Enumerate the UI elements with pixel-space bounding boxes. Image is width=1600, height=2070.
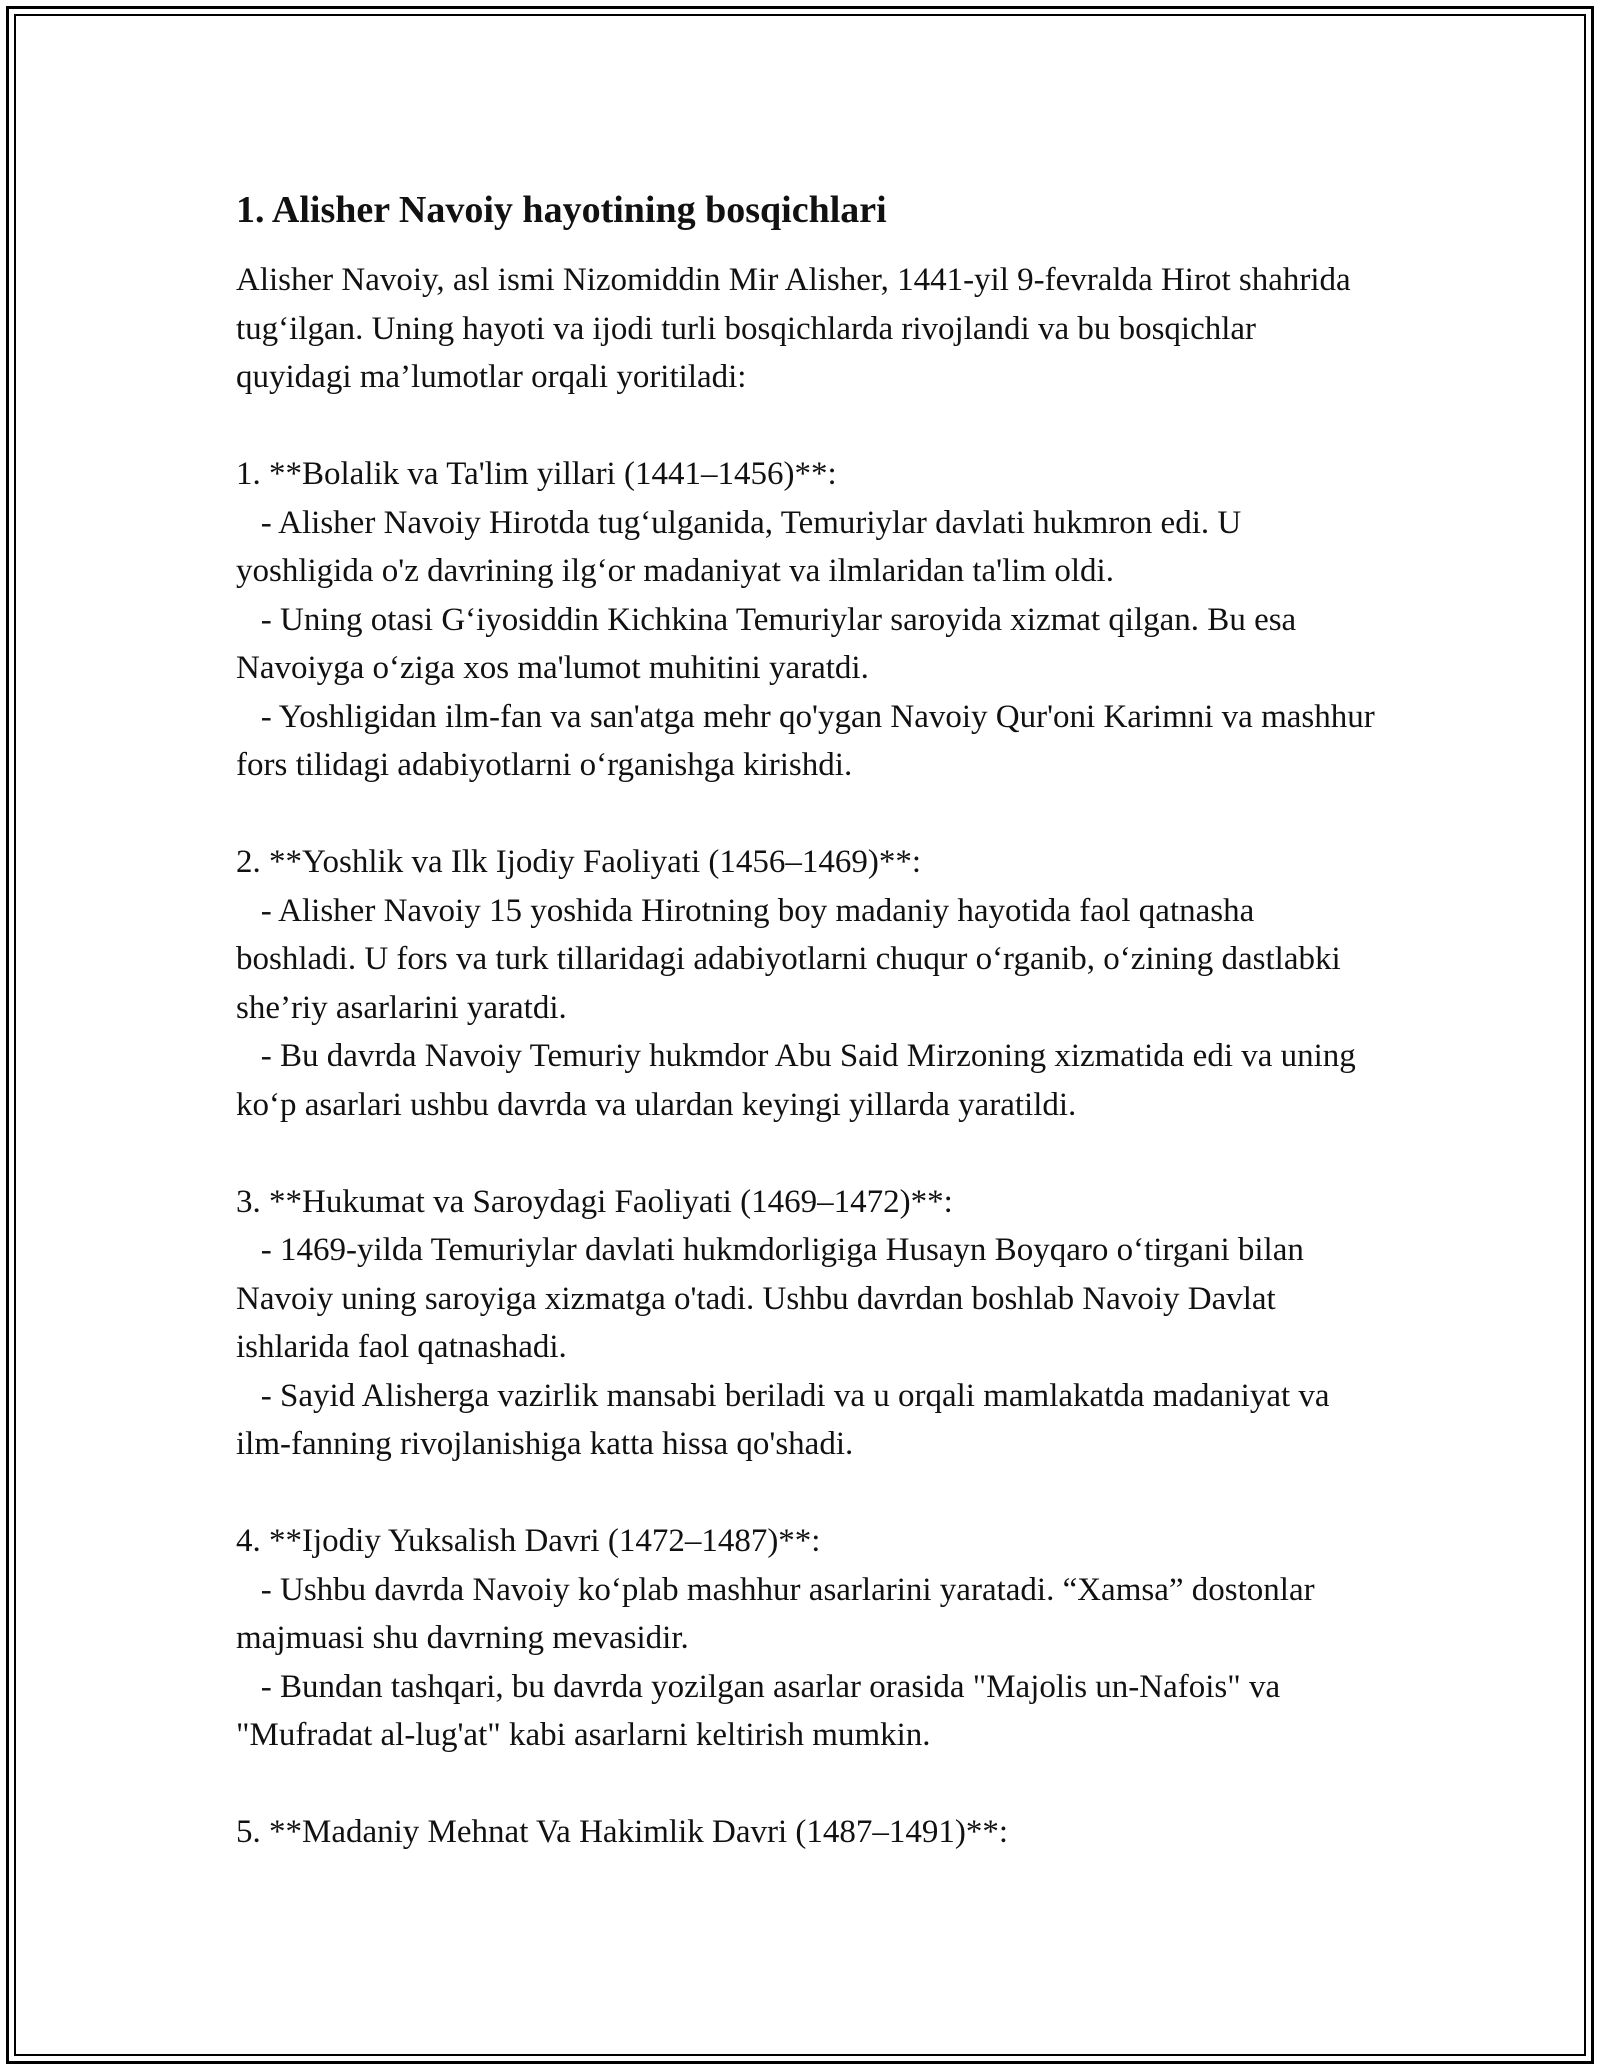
section-bullet: - Bu davrda Navoiy Temuriy hukmdor Abu Said Mirzoning xizmatida edi va uning ko‘p asarlari ushbu davrda va ulardan keyingi yillarda yaratildi. xyxy=(236,1038,1365,1123)
section-bullet: - Yoshligidan ilm-fan va san'atga mehr qo'ygan Navoiy Qur'oni Karimni va mashhur fors tilidagi adabiyotlarni o‘rganishga kirishdi. xyxy=(236,698,1383,783)
section-1 xyxy=(236,450,1383,790)
section-heading: 2. **Yoshlik va Ilk Ijodiy Faoliyati (1456–1469)**: xyxy=(236,844,922,880)
section-heading: 5. **Madaniy Mehnat Va Hakimlik Davri (1487–1491)**: xyxy=(236,1814,1009,1850)
section-bullet: - Bundan tashqari, bu davrda yozilgan asarlar orasida "Majolis un-Nafois" va "Mufradat al-lug'at" kabi asarlarni keltirish mumkin. xyxy=(236,1668,1289,1753)
section-5 xyxy=(236,1808,1376,1857)
section-4 xyxy=(236,1517,1376,1760)
section-bullet: - Sayid Alisherga vazirlik mansabi beriladi va u orqali mamlakatda madaniyat va ilm-fanning rivojlanishiga katta hissa qo'shadi. xyxy=(236,1377,1338,1462)
section-bullet: - Uning otasi G‘iyosiddin Kichkina Temuriylar saroyida xizmat qilgan. Bu esa Navoiyga o‘ziga xos ma'lumot muhitini yaratdi. xyxy=(236,601,1305,686)
section-3 xyxy=(236,1178,1376,1469)
section-bullet: - Ushbu davrda Navoiy ko‘plab mashhur asarlarini yaratadi. “Xamsa” dostonlar majmuasi shu davrning mevasidir. xyxy=(236,1571,1323,1656)
section-bullet: - Alisher Navoiy Hirotda tug‘ulganida, Temuriylar davlati hukmron edi. U yoshligida o'z davrining ilg‘or madaniyat va ilmlaridan ta'lim oldi. xyxy=(236,504,1250,589)
section-2 xyxy=(236,838,1376,1129)
section-heading: 3. **Hukumat va Saroydagi Faoliyati (1469–1472)**: xyxy=(236,1183,953,1220)
section-heading: 4. **Ijodiy Yuksalish Davri (1472–1487)**: xyxy=(236,1523,821,1559)
document-body xyxy=(236,186,1383,1857)
section-heading: 1. **Bolalik va Ta'lim yillari (1441–1456)**: xyxy=(236,456,837,492)
document-title: 1. Alisher Navoiy hayotining bosqichlari xyxy=(236,189,887,231)
intro-paragraph: Alisher Navoiy, asl ismi Nizomiddin Mir Alisher, 1441-yil 9-fevralda Hirot shahrida tug‘ilgan. Uning hayoti va ijodi turli bosqichlarda rivojlandi va bu bosqichlar quyidagi ma’lumotlar orqali yoritiladi: xyxy=(236,262,1359,395)
section-bullet: - 1469-yilda Temuriylar davlati hukmdorligiga Husayn Boyqaro o‘tirgani bilan Navoiy uning saroyiga xizmatga o'tadi. Ushbu davrdan boshlab Navoiy Davlat ishlarida faol qatnashadi. xyxy=(236,1232,1313,1365)
section-bullet: - Alisher Navoiy 15 yoshida Hirotning boy madaniy hayotida faol qatnasha boshladi. U fors va turk tillaridagi adabiyotlarni chuqur o‘rganib, o‘zining dastlabki she’riy asarlarini yaratdi. xyxy=(236,892,1349,1026)
